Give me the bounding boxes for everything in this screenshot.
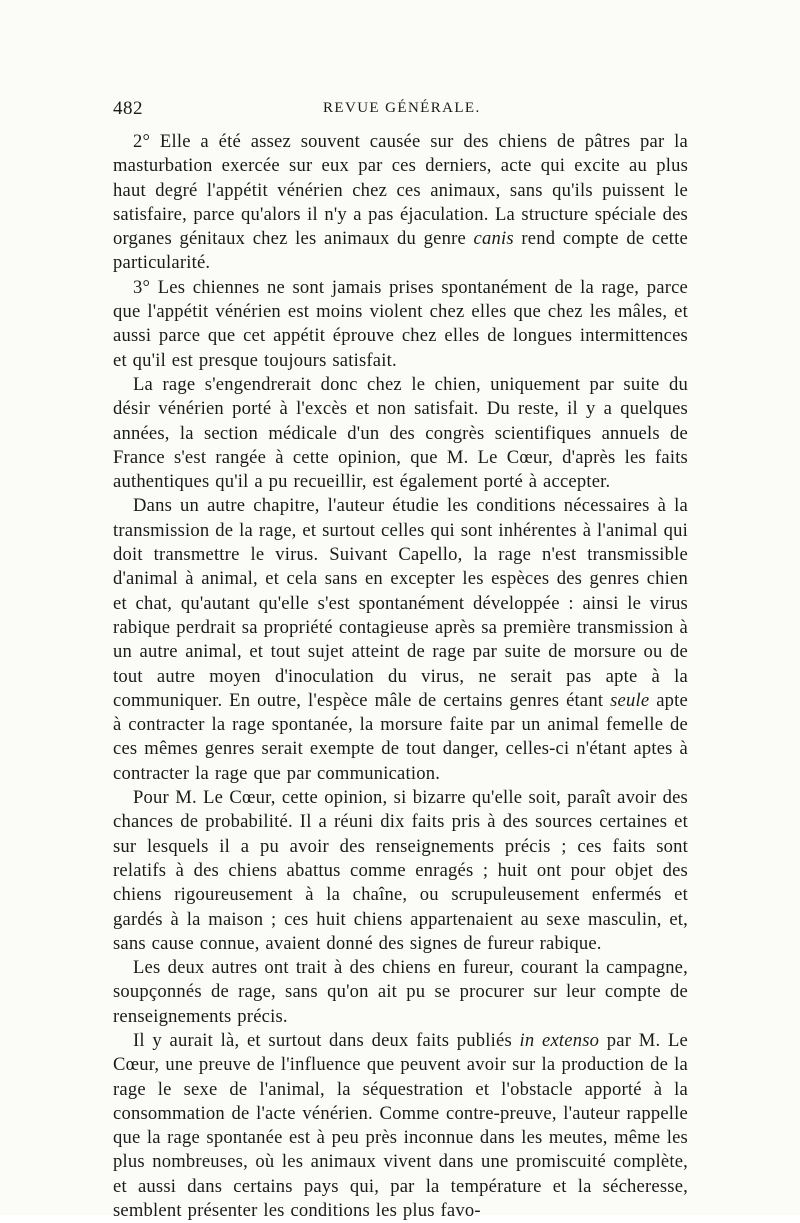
paragraph-2: 3° Les chiennes ne sont jamais prises spontanément de la rage, parce que l'appétit vénérien est moins violent chez elles que chez les mâles, et aussi parce que cet appétit éprouve chez elles de longues intermittences et qu'il est presque toujours satisfait. (113, 276, 688, 371)
paragraph-6: Les deux autres ont trait à des chiens en fureur, courant la campagne, soupçonnés de rage, sans qu'on ait pu se procurer sur leur compte de renseignements précis. (113, 957, 688, 1027)
paragraph-1-italic: canis (473, 228, 514, 250)
paragraph-1 (113, 130, 688, 276)
paragraph-7-end: par M. Le Cœur, une preuve de l'influence que peuvent avoir sur la production de la rage le sexe de l'animal, la séquestration et l'obstacle apporté à la consommation de l'acte vénérien. Comme contre-preuve, l'auteur rappelle que la rage spontanée est à peu près inconnue dans les meutes, même les plus nombreuses, où les animaux vivent dans une promiscuité complète, et aussi dans certains pays qui, par la température et la sécheresse, semblent présenter les conditions les plus favo- (113, 1029, 688, 1222)
paragraph-1-end: rend compte de cette particularité. (113, 228, 688, 274)
paragraph-5: Pour M. Le Cœur, cette opinion, si bizarre qu'elle soit, paraît avoir des chances de probabilité. Il a réuni dix faits pris à des sources certaines et sur lesquels il a pu avoir des renseignements précis ; ces faits sont relatifs à des chiens abattus comme enragés ; huit ont pour objet des chiens rigoureusement à la chaîne, ou scrupuleusement enfermés et gardés à la maison ; ces huit chiens appartenaient au sexe masculin, et, sans cause connue, avaient donné des signes de fureur rabique. (113, 787, 688, 954)
paragraph-7 (113, 1029, 688, 1223)
paragraph-7-italic: in extenso (519, 1029, 600, 1051)
paragraph-7-text: Il y aurait là, et surtout dans deux faits publiés (133, 1029, 512, 1051)
body-text (113, 130, 688, 1223)
paragraph-4 (113, 494, 688, 786)
paragraph-3: La rage s'engendrerait donc chez le chien, uniquement par suite du désir vénérien porté à l'excès et non satisfait. Du reste, il y a quelques années, la section médicale d'un des congrès scientifiques annuels de France s'est rangée à cette opinion, que M. Le Cœur, d'après les faits authentiques qu'il a pu recueillir, est également porté à accepter. (113, 373, 688, 493)
paragraph-1-text: 2° Elle a été assez souvent causée sur des chiens de pâtres par la masturbation exercée sur eux par ces derniers, acte qui excite au plus haut degré l'appétit vénérien chez ces animaux, sans qu'ils puissent le satisfaire, parce qu'alors il n'y a pas éjaculation. La structure spéciale des organes génitaux chez les animaux du genre (113, 131, 688, 250)
page-header (113, 98, 693, 124)
paragraph-4-end: apte à contracter la rage spontanée, la morsure faite par un animal femelle de ces mêmes genres serait exempte de tout danger, celles-ci n'étant aptes à contracter la rage que par communication. (113, 689, 688, 784)
page-number: 482 (113, 98, 143, 119)
paragraph-4-italic: seule (610, 689, 650, 711)
paragraph-4-text: Dans un autre chapitre, l'auteur étudie les conditions nécessaires à la transmission de la rage, et surtout celles qui sont inhérentes à l'animal qui doit transmettre le virus. Suivant Capello, la rage n'est transmissible d'animal à animal, et cela sans en excepter les espèces des genres chien et chat, qu'autant qu'elle s'est spontanément développée : ainsi le virus rabique perdrait sa propriété contagieuse après sa première transmission à un autre animal, et tout sujet atteint de rage par suite de morsure ou de tout autre moyen d'inoculation du virus, ne serait pas apte à la communiquer. En outre, l'espèce mâle de certains genres étant (113, 495, 688, 711)
running-head: REVUE GÉNÉRALE. (323, 100, 481, 116)
